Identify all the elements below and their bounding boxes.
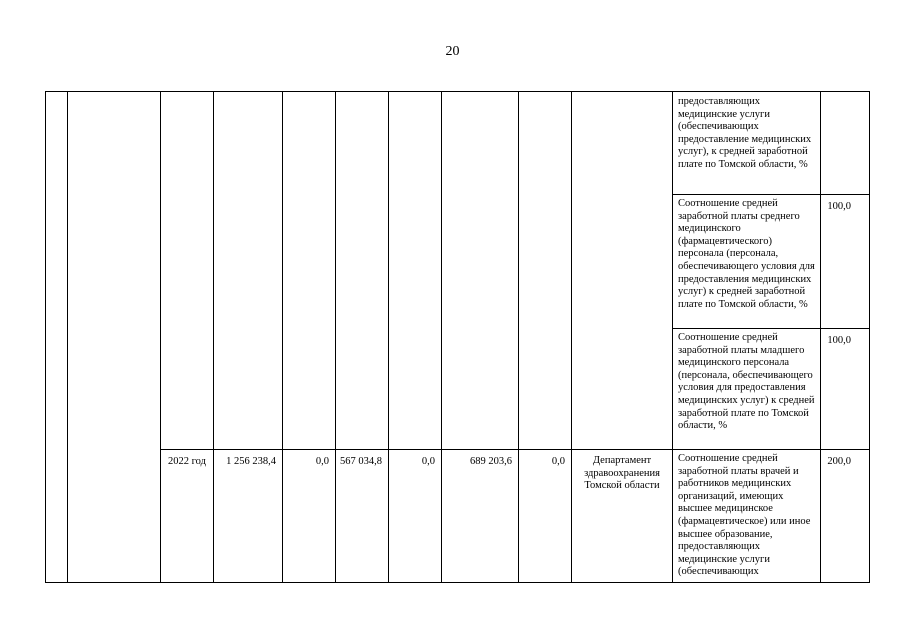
- table-cell-tfoms: [442, 92, 519, 450]
- indicator-cell: Соотношение средней заработной платы врачей и работников медицинских организаций, имеющих высшее медицинское (фармацевтическое) или иное высшее образование, предоставляющих медицинские услуги (обеспечивающих: [673, 450, 821, 583]
- indicator-value-cell: 100,0: [821, 329, 870, 450]
- table-cell-other: [519, 92, 572, 450]
- program-funding-table: [45, 91, 870, 583]
- table-cell-executor: [572, 92, 673, 450]
- regional-budget-cell: 567 034,8: [336, 450, 389, 583]
- year-cell: 2022 год: [161, 450, 214, 583]
- indicator-value-cell: [821, 92, 870, 195]
- table-cell-number: [46, 92, 68, 583]
- federal-budget-cell: 0,0: [283, 450, 336, 583]
- table-cell-local: [389, 92, 442, 450]
- indicator-cell: предоставляющих медицинские услуги (обеспечивающих предоставление медицинских услуг), к средней заработной плате по Томской области, %: [673, 92, 821, 195]
- other-sources-cell: 0,0: [519, 450, 572, 583]
- total-cell: 1 256 238,4: [214, 450, 283, 583]
- table-cell-federal: [283, 92, 336, 450]
- page-number: 20: [445, 44, 460, 59]
- local-budget-cell: 0,0: [389, 450, 442, 583]
- table-cell-year: [161, 92, 214, 450]
- indicator-value-cell: 100,0: [821, 195, 870, 329]
- indicator-cell: Соотношение средней заработной платы среднего медицинского (фармацевтического) персонала (персонала, обеспечивающего условия для предоставления медицинских услуг) к средней заработной плате по Томской области, %: [673, 195, 821, 329]
- table-cell-total: [214, 92, 283, 450]
- indicator-value-cell: 200,0: [821, 450, 870, 583]
- indicator-cell: Соотношение средней заработной платы младшего медицинского персонала (персонала, обеспечивающего условия для предоставления медицинских услуг) к средней заработной плате по Томской области, %: [673, 329, 821, 450]
- table-cell-regional: [336, 92, 389, 450]
- table-cell-task: [68, 92, 161, 583]
- tfoms-cell: 689 203,6: [442, 450, 519, 583]
- table-row: [46, 92, 870, 195]
- executor-cell: Департамент здравоохранения Томской области: [572, 450, 673, 583]
- table-row: [46, 450, 870, 583]
